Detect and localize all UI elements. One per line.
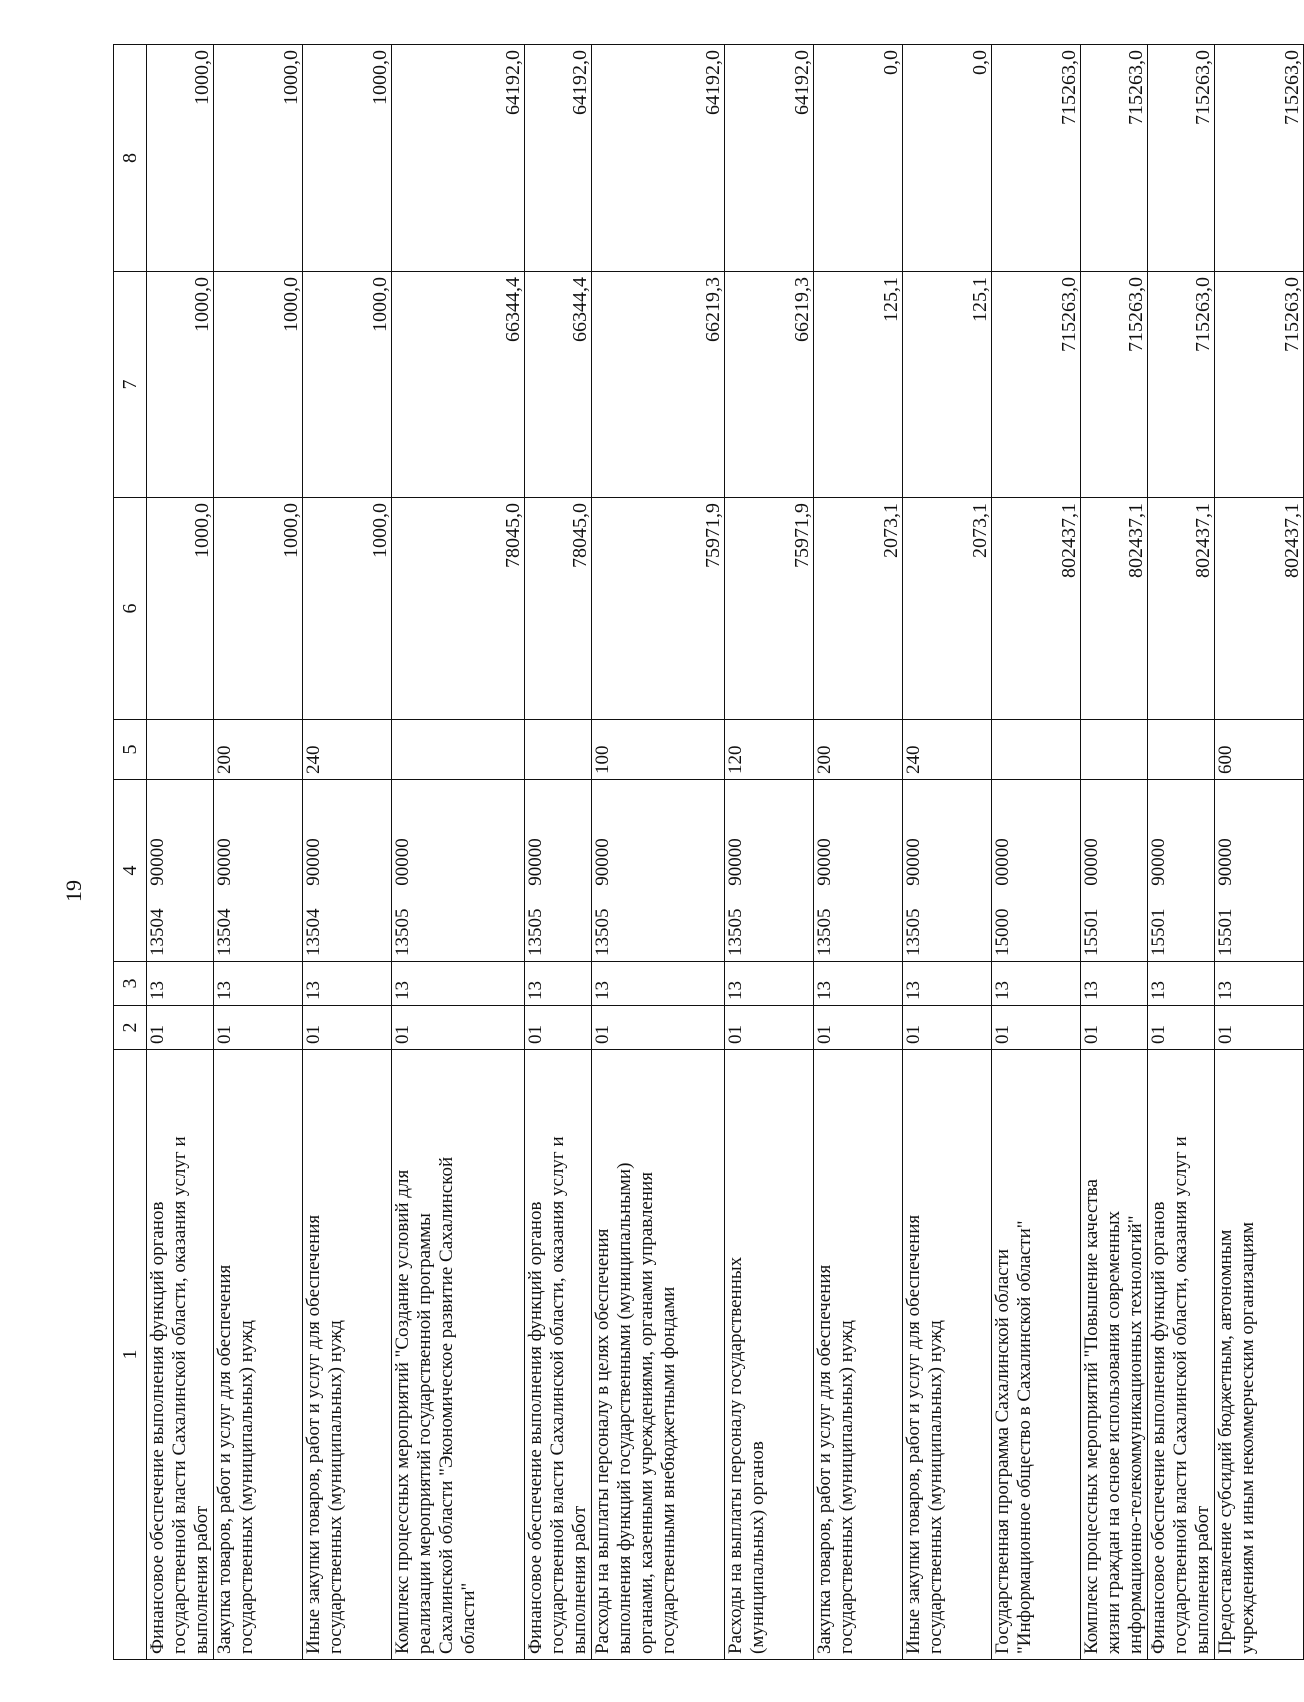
cell-value-8: 0,0 — [814, 45, 903, 272]
cell-value-6: 1000,0 — [147, 498, 214, 720]
header-col-5: 5 — [114, 720, 147, 780]
table-row — [592, 45, 725, 1660]
cell-expense-type — [992, 720, 1081, 780]
table-row — [814, 45, 903, 1660]
cell-value-8: 64192,0 — [525, 45, 592, 272]
cell-target-article: 15000 00000 — [992, 780, 1081, 962]
cell-value-7: 715263,0 — [992, 272, 1081, 498]
row-name: Закупка товаров, работ и услуг для обеспечения государственных (муниципальных) нужд — [214, 1050, 303, 1660]
cell-expense-type — [392, 720, 525, 780]
cell-value-8: 1000,0 — [147, 45, 214, 272]
cell-section: 01 — [1081, 1006, 1148, 1050]
row-name: Иные закупки товаров, работ и услуг для обеспечения государственных (муниципальных) нужд — [303, 1050, 392, 1660]
cell-value-7: 125,1 — [903, 272, 992, 498]
header-col-2: 2 — [114, 1006, 147, 1050]
row-name: Комплекс процессных мероприятий "Повышение качества жизни граждан на основе использования современных информационно-телекоммуникационных технологий" — [1081, 1050, 1148, 1660]
cell-value-7: 66219,3 — [592, 272, 725, 498]
cell-section: 01 — [525, 1006, 592, 1050]
cell-subsection: 13 — [1215, 962, 1304, 1006]
cell-value-6: 802437,1 — [1148, 498, 1215, 720]
cell-expense-type — [525, 720, 592, 780]
table-row — [147, 45, 214, 1660]
cell-section: 01 — [592, 1006, 725, 1050]
cell-subsection: 13 — [303, 962, 392, 1006]
table-row — [392, 45, 525, 1660]
cell-subsection: 13 — [725, 962, 814, 1006]
page-number: 19 — [61, 880, 86, 902]
cell-value-6: 802437,1 — [1215, 498, 1304, 720]
table-row — [1148, 45, 1215, 1660]
header-col-8: 8 — [114, 45, 147, 272]
cell-value-8: 64192,0 — [725, 45, 814, 272]
cell-section: 01 — [903, 1006, 992, 1050]
cell-value-8: 1000,0 — [303, 45, 392, 272]
cell-target-article: 15501 90000 — [1215, 780, 1304, 962]
row-name: Комплекс процессных мероприятий "Создание условий для реализации мероприятий государственной программы Сахалинской области "Экономическое развитие Сахалинской области" — [392, 1050, 525, 1660]
cell-value-8: 715263,0 — [992, 45, 1081, 272]
cell-value-6: 75971,9 — [592, 498, 725, 720]
cell-target-article: 13504 90000 — [214, 780, 303, 962]
row-name: Расходы на выплаты персоналу в целях обеспечения выполнения функций государственными (муниципальными) органами, казенными учреждениями, органами управления государственными внебюджетными фондами — [592, 1050, 725, 1660]
cell-value-7: 715263,0 — [1215, 272, 1304, 498]
cell-value-7: 66344,4 — [525, 272, 592, 498]
header-col-7: 7 — [114, 272, 147, 498]
cell-value-8: 715263,0 — [1148, 45, 1215, 272]
cell-value-8: 715263,0 — [1081, 45, 1148, 272]
cell-section: 01 — [725, 1006, 814, 1050]
table-row — [525, 45, 592, 1660]
cell-expense-type: 240 — [903, 720, 992, 780]
table-row — [303, 45, 392, 1660]
rotated-table-page — [61, 45, 1303, 1660]
cell-section: 01 — [392, 1006, 525, 1050]
cell-expense-type — [147, 720, 214, 780]
cell-target-article: 13504 90000 — [303, 780, 392, 962]
cell-value-7: 1000,0 — [214, 272, 303, 498]
cell-value-7: 66344,4 — [392, 272, 525, 498]
cell-expense-type: 600 — [1215, 720, 1304, 780]
row-name: Расходы на выплаты персоналу государственных (муниципальных) органов — [725, 1050, 814, 1660]
cell-expense-type: 120 — [725, 720, 814, 780]
cell-value-7: 66219,3 — [725, 272, 814, 498]
table-header-row — [114, 45, 147, 1660]
row-name: Предоставление субсидий бюджетным, автономным учреждениям и иным некоммерческим организациям — [1215, 1050, 1304, 1660]
cell-section: 01 — [303, 1006, 392, 1050]
row-name: Финансовое обеспечение выполнения функций органов государственной власти Сахалинской области, оказания услуг и выполнения работ — [525, 1050, 592, 1660]
header-col-1: 1 — [114, 1050, 147, 1660]
cell-target-article: 13505 90000 — [592, 780, 725, 962]
header-col-4: 4 — [114, 780, 147, 962]
table-row — [214, 45, 303, 1660]
table-row — [1215, 45, 1304, 1660]
cell-subsection: 13 — [525, 962, 592, 1006]
cell-subsection: 13 — [592, 962, 725, 1006]
cell-subsection: 13 — [1081, 962, 1148, 1006]
row-name: Финансовое обеспечение выполнения функций органов государственной власти Сахалинской области, оказания услуг и выполнения работ — [1148, 1050, 1215, 1660]
cell-value-7: 1000,0 — [147, 272, 214, 498]
cell-value-6: 1000,0 — [303, 498, 392, 720]
cell-value-6: 2073,1 — [814, 498, 903, 720]
cell-section: 01 — [147, 1006, 214, 1050]
cell-section: 01 — [1215, 1006, 1304, 1050]
cell-subsection: 13 — [814, 962, 903, 1006]
cell-target-article: 13505 90000 — [725, 780, 814, 962]
cell-expense-type: 200 — [214, 720, 303, 780]
row-name: Иные закупки товаров, работ и услуг для обеспечения государственных (муниципальных) нужд — [903, 1050, 992, 1660]
cell-target-article: 13505 90000 — [525, 780, 592, 962]
cell-section: 01 — [214, 1006, 303, 1050]
cell-target-article: 13505 90000 — [814, 780, 903, 962]
table-row — [992, 45, 1081, 1660]
cell-value-6: 78045,0 — [392, 498, 525, 720]
cell-subsection: 13 — [1148, 962, 1215, 1006]
cell-expense-type — [1081, 720, 1148, 780]
cell-target-article: 13505 00000 — [392, 780, 525, 962]
row-name: Закупка товаров, работ и услуг для обеспечения государственных (муниципальных) нужд — [814, 1050, 903, 1660]
cell-value-6: 78045,0 — [525, 498, 592, 720]
cell-section: 01 — [814, 1006, 903, 1050]
cell-value-6: 1000,0 — [214, 498, 303, 720]
cell-subsection: 13 — [214, 962, 303, 1006]
cell-value-7: 1000,0 — [303, 272, 392, 498]
cell-value-6: 75971,9 — [725, 498, 814, 720]
budget-table — [113, 44, 1304, 1660]
cell-value-8: 0,0 — [903, 45, 992, 272]
table-row — [1081, 45, 1148, 1660]
header-col-6: 6 — [114, 498, 147, 720]
row-name: Государственная программа Сахалинской области "Информационное общество в Сахалинской области" — [992, 1050, 1081, 1660]
cell-value-8: 64192,0 — [592, 45, 725, 272]
cell-expense-type — [1148, 720, 1215, 780]
cell-value-7: 715263,0 — [1081, 272, 1148, 498]
cell-target-article: 15501 90000 — [1148, 780, 1215, 962]
cell-value-7: 125,1 — [814, 272, 903, 498]
cell-expense-type: 240 — [303, 720, 392, 780]
cell-subsection: 13 — [903, 962, 992, 1006]
table-row — [903, 45, 992, 1660]
header-col-3: 3 — [114, 962, 147, 1006]
cell-value-8: 715263,0 — [1215, 45, 1304, 272]
cell-subsection: 13 — [992, 962, 1081, 1006]
cell-value-8: 64192,0 — [392, 45, 525, 272]
cell-target-article: 13505 90000 — [903, 780, 992, 962]
cell-section: 01 — [992, 1006, 1081, 1050]
cell-section: 01 — [1148, 1006, 1215, 1050]
cell-subsection: 13 — [147, 962, 214, 1006]
cell-value-7: 715263,0 — [1148, 272, 1215, 498]
cell-value-6: 2073,1 — [903, 498, 992, 720]
cell-subsection: 13 — [392, 962, 525, 1006]
table-row — [725, 45, 814, 1660]
cell-value-8: 1000,0 — [214, 45, 303, 272]
cell-expense-type: 200 — [814, 720, 903, 780]
cell-target-article: 13504 90000 — [147, 780, 214, 962]
cell-value-6: 802437,1 — [992, 498, 1081, 720]
cell-expense-type: 100 — [592, 720, 725, 780]
cell-target-article: 15501 00000 — [1081, 780, 1148, 962]
row-name: Финансовое обеспечение выполнения функций органов государственной власти Сахалинской области, оказания услуг и выполнения работ — [147, 1050, 214, 1660]
cell-value-6: 802437,1 — [1081, 498, 1148, 720]
